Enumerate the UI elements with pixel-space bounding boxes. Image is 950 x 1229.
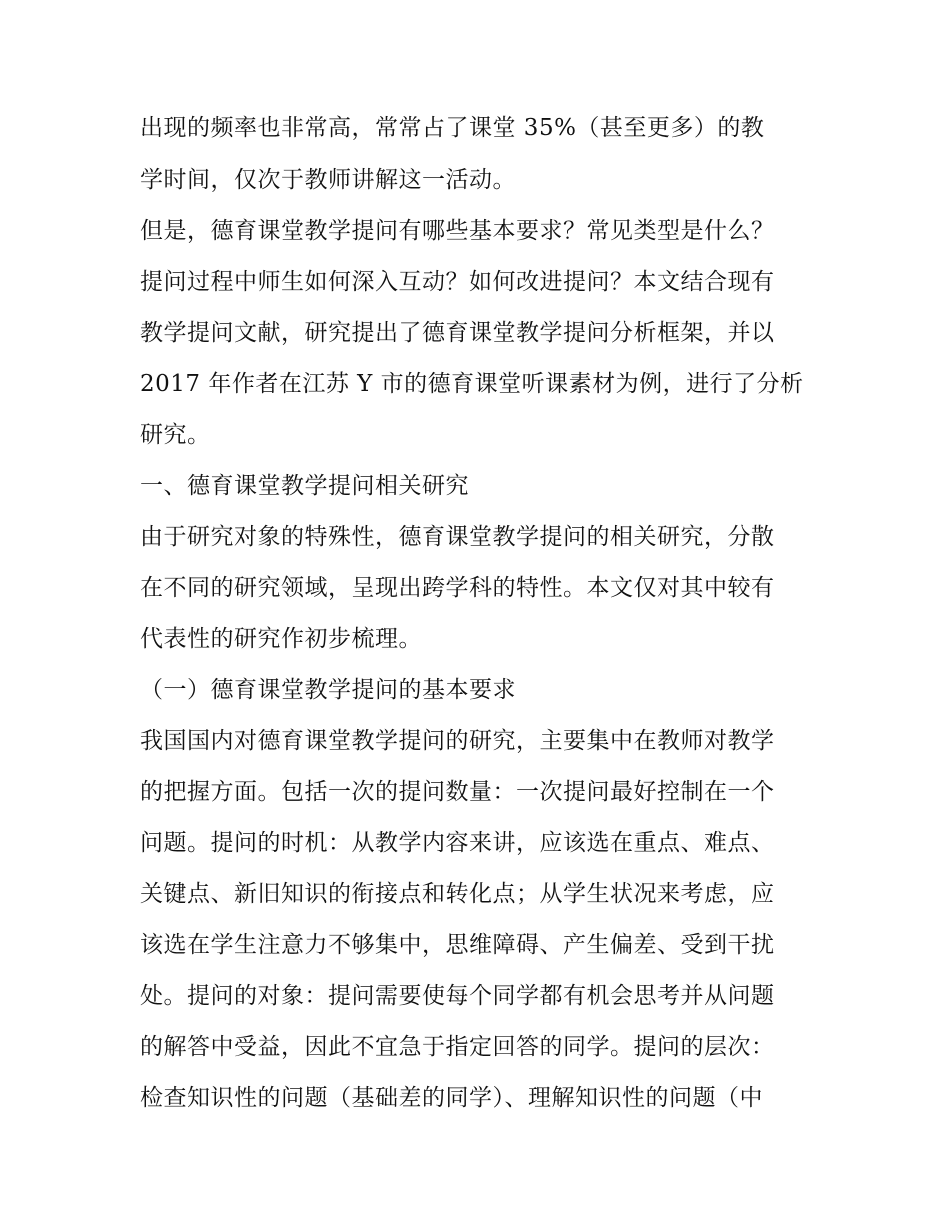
body-text-line: 学时间，仅次于教师讲解这一活动。 (140, 167, 516, 193)
body-text-line: 关键点、新旧知识的衔接点和转化点；从学生状况来考虑，应 (140, 881, 775, 907)
body-text-line: 的把握方面。包括一次的提问数量：一次提问最好控制在一个 (140, 779, 775, 805)
body-text-line: 但是，德育课堂教学提问有哪些基本要求？常见类型是什么？ (140, 218, 775, 244)
body-text-line: 由于研究对象的特殊性，德育课堂教学提问的相关研究，分散 (140, 524, 775, 550)
body-text-line: 问题。提问的时机：从教学内容来讲，应该选在重点、难点、 (140, 830, 775, 856)
body-text-line: 教学提问文献，研究提出了德育课堂教学提问分析框架，并以 (140, 320, 775, 346)
body-text-line: 的解答中受益，因此不宜急于指定回答的同学。提问的层次： (140, 1034, 775, 1060)
body-text-line: 在不同的研究领域，呈现出跨学科的特性。本文仅对其中较有 (140, 575, 775, 601)
body-text-line: 出现的频率也非常高，常常占了课堂 35%（甚至更多）的教 (140, 115, 765, 141)
body-text-line: 处。提问的对象：提问需要使每个同学都有机会思考并从问题 (140, 983, 775, 1009)
body-text-line: 该选在学生注意力不够集中，思维障碍、产生偏差、受到干扰 (140, 932, 775, 958)
section-heading: 一、德育课堂教学提问相关研究 (140, 473, 469, 499)
subsection-heading: （一）德育课堂教学提问的基本要求 (140, 677, 516, 703)
body-text-line: 提问过程中师生如何深入互动？如何改进提问？本文结合现有 (140, 269, 775, 295)
body-text-line: 2017 年作者在江苏 Y 市的德育课堂听课素材为例，进行了分析 (140, 371, 804, 397)
body-text-line: 检查知识性的问题（基础差的同学）、理解知识性的问题（中 (140, 1085, 763, 1111)
body-text-line: 研究。 (140, 422, 211, 448)
body-text-line: 我国国内对德育课堂教学提问的研究，主要集中在教师对教学 (140, 728, 775, 754)
body-text-line: 代表性的研究作初步梳理。 (140, 626, 422, 652)
